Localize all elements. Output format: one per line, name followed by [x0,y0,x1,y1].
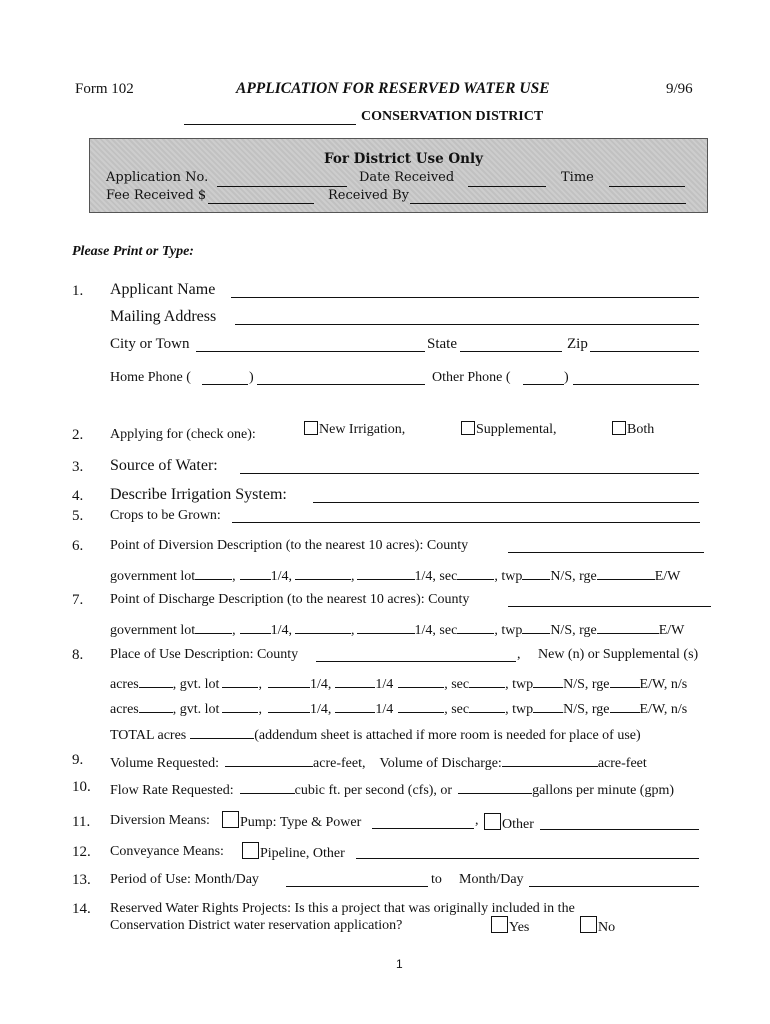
no-label: No [598,920,616,935]
district-use-heading: For District Use Only [324,151,483,167]
item-number: 3. [72,459,84,475]
item-number: 2. [72,427,84,443]
city-field[interactable] [196,351,425,352]
received-by-label: Received By [328,188,410,203]
pod-rge-field[interactable] [597,565,655,580]
item-number: 11. [72,814,91,830]
other-phone-field[interactable] [573,384,699,385]
pipeline-option[interactable] [242,842,345,862]
item-number: 1. [72,283,84,299]
period-month-day-label: Month/Day [459,872,524,887]
pod-label: Point of Diversion Description (to the nearest 10 acres): County [110,538,469,553]
city-label: City or Town [110,336,190,352]
zip-field[interactable] [590,351,699,352]
applicant-name-label: Applicant Name [110,281,216,298]
no-option[interactable] [580,916,615,936]
item-number: 6. [72,538,84,554]
pou-label: Place of Use Description: County [110,647,299,662]
pou-row-2: acres , gvt. lot , 1/4, 1/4 , sec , twp N/S, rge E/W, n/s [110,698,687,718]
date-received-label: Date Received [359,170,455,185]
diversion-means-label: Diversion Means: [110,813,210,828]
pod-q1-field[interactable] [240,565,271,580]
item-number: 8. [72,647,84,663]
period-from-field[interactable] [286,886,428,887]
home-phone-label: Home Phone ( [110,370,191,385]
print-instruction: Please Print or Type: [72,244,194,259]
pou2-twp-field[interactable] [533,698,563,713]
period-to-field[interactable] [529,886,699,887]
other-phone-label: Other Phone ( [432,370,511,385]
application-no-field[interactable] [217,186,347,187]
form-date: 9/96 [666,81,693,97]
supplemental-checkbox[interactable] [461,421,475,435]
district-label: CONSERVATION DISTRICT [361,109,544,124]
fee-received-label: Fee Received $ [106,188,207,203]
new-supp-label: New (n) or Supplemental (s) [538,647,699,662]
applicant-name-field[interactable] [231,297,699,298]
both-label: Both [627,422,655,437]
volume-requested-field[interactable] [225,752,313,767]
yes-checkbox[interactable] [491,916,508,933]
reserved-question-line2: Conservation District water reservation application? [110,918,403,933]
pipeline-label: Pipeline, Other [260,846,345,861]
pou2-acres-field[interactable] [139,698,173,713]
conveyance-label: Conveyance Means: [110,844,224,859]
diversion-other-field[interactable] [540,829,699,830]
crops-label: Crops to be Grown: [110,508,221,523]
other-phone-paren: ) [564,370,569,385]
other-phone-area-field[interactable] [523,384,564,385]
period-to-label: to [431,872,442,887]
pod-county-field[interactable] [508,552,704,553]
flow-cfs-field[interactable] [240,779,295,794]
item-number: 14. [72,901,91,917]
pou2-lot-field[interactable] [222,698,258,713]
both-checkbox[interactable] [612,421,626,435]
pou1-lot-field[interactable] [222,673,258,688]
volume-discharge-field[interactable] [502,752,598,767]
podis-label: Point of Discharge Description (to the nearest 10 acres): County [110,592,470,607]
describe-field[interactable] [313,502,699,503]
other-label: Other [502,817,534,832]
pou2-q3-field[interactable] [398,698,444,713]
zip-label: Zip [567,336,588,352]
yes-label: Yes [509,920,530,935]
supplemental-label: Supplemental, [476,422,557,437]
reserved-question-line1: Reserved Water Rights Projects: Is this a project that was originally included in the [110,901,575,916]
podis-q2-field[interactable] [295,619,351,634]
item-number: 4. [72,488,84,504]
received-by-field[interactable] [410,203,686,204]
pou1-twp-field[interactable] [533,673,563,688]
item-number: 12. [72,844,91,860]
pump-label: Pump: Type & Power [240,815,362,830]
form-title: APPLICATION FOR RESERVED WATER USE [236,80,550,97]
item-number: 7. [72,592,84,608]
pou1-q3-field[interactable] [398,673,444,688]
fee-received-field[interactable] [208,203,314,204]
pod-sec-field[interactable] [457,565,494,580]
describe-label: Describe Irrigation System: [110,486,287,503]
total-acres-row: TOTAL acres (addendum sheet is attached if more room is needed for place of use) [110,724,641,744]
pod-q2-field[interactable] [295,565,351,580]
pou1-q2-field[interactable] [335,673,375,688]
state-field[interactable] [460,351,562,352]
pump-type-field[interactable] [372,828,474,829]
podis-legal-row: government lot , 1/4, , 1/4, sec , twp N/S, rge E/W [110,619,684,639]
pod-twp-field[interactable] [522,565,550,580]
time-label: Time [561,170,594,185]
pou2-q1-field[interactable] [268,698,310,713]
pou2-rge-field[interactable] [610,698,640,713]
item-number: 13. [72,872,91,888]
mailing-address-field[interactable] [235,324,699,325]
pipeline-checkbox[interactable] [242,842,259,859]
pou-row-1: acres , gvt. lot , 1/4, 1/4 , sec , twp N/S, rge E/W, n/s [110,673,687,693]
home-phone-area-field[interactable] [202,384,248,385]
podis-q3-field[interactable] [357,619,415,634]
podis-county-field[interactable] [508,606,711,607]
flow-row: Flow Rate Requested: cubic ft. per second (cfs), or gallons per minute (gpm) [110,779,674,799]
item-number: 5. [72,508,84,524]
source-label: Source of Water: [110,457,218,474]
source-field[interactable] [240,473,699,474]
conveyance-other-field[interactable] [356,858,699,859]
total-acres-field[interactable] [190,724,254,739]
podis-lot-field[interactable] [195,619,232,634]
state-label: State [427,336,457,352]
form-number: Form 102 [75,81,134,97]
other-option[interactable] [484,813,534,833]
new-irrigation-option[interactable] [304,421,405,438]
new-irrigation-checkbox[interactable] [304,421,318,435]
time-field[interactable] [609,186,685,187]
item-number: 10. [72,779,91,795]
date-received-field[interactable] [468,186,546,187]
pou-county-field[interactable] [316,661,516,662]
supplemental-option[interactable] [461,421,557,438]
pou1-rge-field[interactable] [610,673,640,688]
both-option[interactable] [612,421,654,438]
podis-sec-field[interactable] [457,619,494,634]
pou-comma: , [517,647,521,662]
pump-comma: , [475,813,479,828]
podis-twp-field[interactable] [522,619,550,634]
mailing-address-label: Mailing Address [110,308,217,325]
home-phone-field[interactable] [257,384,425,385]
pou1-q1-field[interactable] [268,673,310,688]
pou1-acres-field[interactable] [139,673,173,688]
pump-option[interactable] [222,811,361,831]
page-number: 1 [396,957,403,971]
pod-q3-field[interactable] [357,565,415,580]
no-checkbox[interactable] [580,916,597,933]
item-number: 9. [72,752,84,768]
pod-lot-field[interactable] [195,565,232,580]
period-label: Period of Use: Month/Day [110,872,259,887]
other-checkbox[interactable] [484,813,501,830]
new-irrigation-label: New Irrigation, [319,422,406,437]
podis-q1-field[interactable] [240,619,271,634]
volume-row: Volume Requested: acre-feet, Volume of Discharge: acre-feet [110,752,647,772]
yes-option[interactable] [491,916,529,936]
pou2-q2-field[interactable] [335,698,375,713]
district-name-field[interactable] [184,124,356,125]
pump-checkbox[interactable] [222,811,239,828]
pou2-sec-field[interactable] [469,698,505,713]
flow-gpm-field[interactable] [458,779,532,794]
pod-legal-row: government lot , 1/4, , 1/4, sec , twp N/S, rge E/W [110,565,680,585]
podis-rge-field[interactable] [597,619,659,634]
application-no-label: Application No. [106,170,209,185]
home-phone-paren: ) [249,370,254,385]
applying-for-label: Applying for (check one): [110,427,256,442]
crops-field[interactable] [232,522,700,523]
pou1-sec-field[interactable] [469,673,505,688]
